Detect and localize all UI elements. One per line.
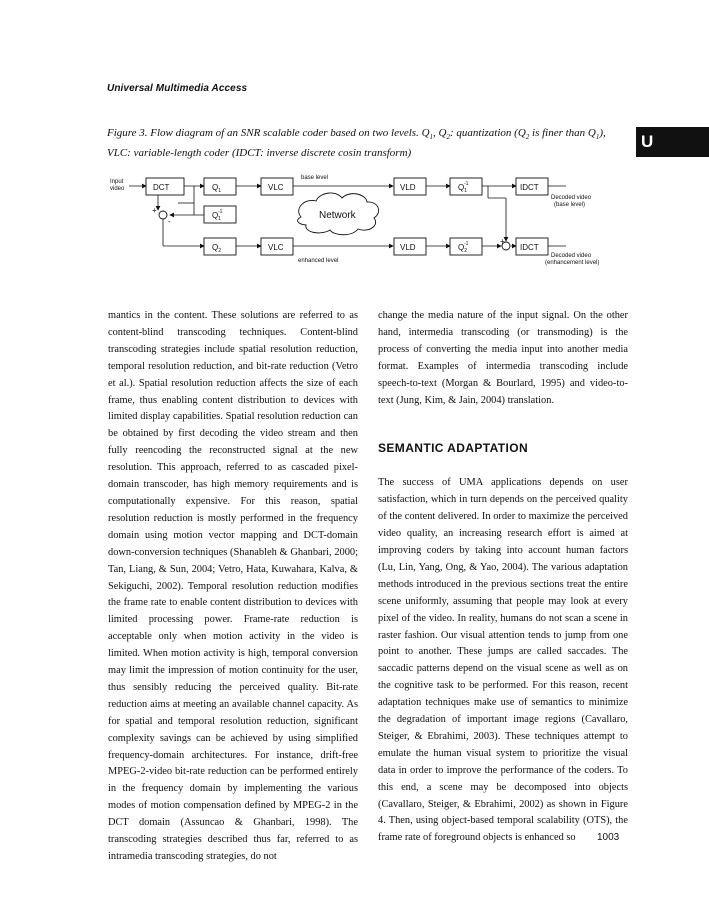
svg-text:Decoded video: Decoded video <box>551 253 592 259</box>
svg-text:Q1-1: $Q_1-1$ <box>458 181 469 194</box>
svg-text:DCT: DCT <box>153 183 170 192</box>
right-column-paragraph-2: The success of UMA applications depends on user satisfaction, which in turn depends on the perceived quality of the content delivered. In order to maximize the perceived video quality, an increasing research effort is aimed at improving coders by taking into account human factors (Lu, Lin, Yang, Ong, & Yao, 2004). The various adaptation methods introduced in the previous sections treat the entire scene uniformly, assuming that people may look at every pixel of the video. In reality, humans do not scan a scene in raster fashion. Our visual attention tends to jump from one point to another. These jumps are called saccades. The saccadic patterns depend on the visual scene as well as on the cognitive task to be performed. For this reason, recent adaptation techniques make use of semantics to minimize the degradation of important image regions (Cavallaro, Steiger, & Ebrahimi, 2003). These techniques attempt to emulate the human visual system to prioritize the visual data in order to improve the performance of the coders. To this end, a scene may be decomposed into objects (Cavallaro, Steiger, & Ebrahimi, 2002) as shown in Figure 4. Then, using object-based temporal scalability (OTS), the frame rate of foreground objects is enhanced so <box>378 477 628 844</box>
section-thumb-tab: U <box>636 127 709 157</box>
svg-text:video: video <box>110 186 125 192</box>
svg-text:Input: Input <box>110 179 124 185</box>
svg-text:Q1-1: $Q_1-1$ <box>212 209 223 222</box>
right-column-paragraph-1: change the media nature of the input signal. On the other hand, intermedia transcoding (or transmoding) is the process of converting the media input into another media format. Examples of intermedia transcoding include speech-to-text (Morgan & Bourlard, 1995) and video-to-text (Jung, Kim, & Jain, 2004) translation. <box>378 310 628 406</box>
svg-text:+: + <box>500 237 505 246</box>
svg-text:enhanced level: enhanced level <box>298 258 339 264</box>
svg-text:Network: Network <box>319 210 356 221</box>
svg-text:VLC: VLC <box>268 243 284 252</box>
svg-text:Q1: $Q_1$ <box>212 183 222 194</box>
left-column <box>108 308 358 866</box>
svg-text:VLD: VLD <box>400 243 416 252</box>
svg-text:VLD: VLD <box>400 183 416 192</box>
subtract-junction <box>159 211 167 219</box>
right-column <box>378 308 628 847</box>
page-number: 1003 <box>597 832 620 843</box>
left-column-paragraph: mantics in the content. These solutions are referred to as content-blind transcoding techniques. Content-blind transcoding strategies include spatial resolution reduction, temporal resolution reduction, and bit-rate reduction (Vetro et al.). Spatial resolution reduction affects the size of each frame, thus enabling content distribution to devices with limited display capabilities. Spatial resolution reduction can be obtained by first decoding the video stream and then fully reencoding the reconstructed signal at the new resolution. This approach, referred to as cascaded pixel-domain transcoder, has high memory requirements and is computationally expensive. For this reason, spatial resolution reduction is mostly performed in the frequency domain using motion vector mapping and DCT-domain down-conversion techniques (Shanableh & Ghanbari, 2000; Tan, Liang, & Sun, 2004; Vetro, Hata, Kuwahara, Kalva, & Sekiguchi, 2002). Temporal resolution reduction modifies the frame rate to enable content distribution to devices with limited processing power. Frame-rate reduction is acceptable only when motion activity in the video is limited. When motion activity is high, temporal conversion may limit the impression of motion continuity for the user, thus sensibly reducing the perceived quality. Bit-rate reduction aims at meeting an available channel capacity. As for spatial and temporal resolution reduction, significant complexity savings can be achieved by using simplified frequency-domain architectures. For instance, drift-free MPEG-2-video bit-rate reduction can be performed entirely in the frequency domain by implementing the various modes of motion compensation defined by MPEG-2 in the DCT domain (Assuncao & Ghanbari, 1998). The transcoding strategies described thus far, referred to as intramedia transcoding strategies, do not <box>108 310 358 862</box>
svg-text:base level: base level <box>301 175 329 181</box>
svg-text:Q2: $Q_2$ <box>212 243 222 254</box>
snr-coder-flow-diagram <box>108 170 620 270</box>
svg-text:VLC: VLC <box>268 183 284 192</box>
running-header: Universal Multimedia Access <box>107 83 248 94</box>
section-heading: SEMANTIC ADAPTATION <box>378 441 529 456</box>
figure-caption: Figure 3. Flow diagram of an SNR scalable coder based on two levels. $Q_1$, $Q_2$: quantization ($Q_2$ is finer than $Q_1$), VLC: variable-length coder (IDCT: inverse discrete cosin transform) <box>107 127 606 160</box>
svg-text:+: + <box>152 206 157 215</box>
svg-text:IDCT: IDCT <box>520 243 539 252</box>
svg-text:Q2-1: $Q_2-1$ <box>458 241 469 254</box>
svg-text:Decoded video: Decoded video <box>551 195 592 201</box>
svg-text:IDCT: IDCT <box>520 183 539 192</box>
svg-text:-: - <box>168 217 171 226</box>
svg-text:(enhancement level): (enhancement level) <box>545 260 600 266</box>
svg-text:(base level): (base level) <box>554 202 586 208</box>
